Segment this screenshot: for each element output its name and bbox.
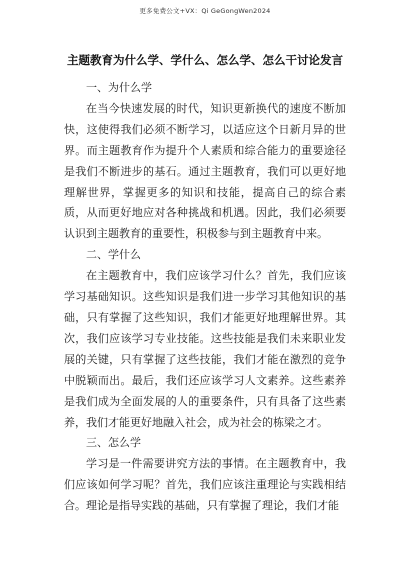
document-body [64,78,346,517]
document-title: 主题教育为什么学、学什么、怎么学、怎么干讨论发言 [67,53,343,67]
section-paragraph-what: 在主题教育中，我们应该学习什么？首先，我们应该学习基础知识。这些知识是我们进一步学习其他知识的基础，只有掌握了这些知识，我们才能更好地理解世界。其次，我们应该学习专业技能。这些技能是我们未来职业发展的关键，只有掌握了这些技能，我们才能在激烈的竞争中脱颖而出。最后，我们还应该学习人文素养。这些素养是我们成为全面发展的人的重要条件，只有具备了这些素养，我们才能更好地融入社会，成为社会的栋梁之才。 [64,269,346,429]
section-heading-why: 一、为什么学 [86,81,152,94]
section-paragraph-how: 学习是一件需要讲究方法的事情。在主题教育中，我们应该如何学习呢？首先，我们应该注重理论与实践相结合。理论是指导实践的基础，只有掌握了理论，我们才能 [64,457,346,513]
header-note: 更多免费公文+VX：Qi GeGongWen2024 [139,7,271,15]
section-paragraph-why: 在当今快速发展的时代，知识更新换代的速度不断加快，这使得我们必须不断学习，以适应这个日新月异的世界。而主题教育作为提升个人素质和综合能力的重要途径是我们不断进步的基石。通过主题教育，我们可以更好地理解世界，掌握更多的知识和技能，提高自己的综合素质，从而更好地应对各种挑战和机遇。因此，我们必须要认识到主题教育的重要性，积极参与到主题教育中来。 [64,101,346,241]
section-heading-what: 二、学什么 [86,248,141,262]
section-heading-how: 三、怎么学 [86,436,141,450]
